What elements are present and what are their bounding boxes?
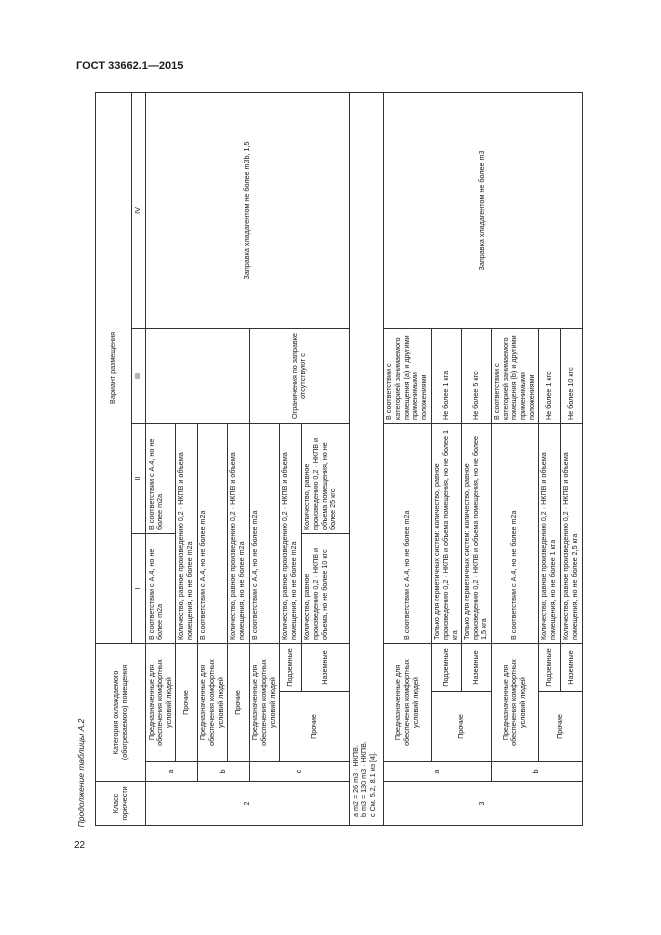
cell: Количество, равное произведению 0,2 · НКПВ и объема помещения, но не более 25 кгc <box>301 424 349 534</box>
category-underground: Подземные <box>279 644 301 692</box>
class-3-cell: 3 <box>383 782 582 826</box>
category-ground: Наземные <box>301 644 349 692</box>
refrigerant-charge-table <box>95 92 583 826</box>
cell-2-IV: Заправка хладагентом не более m3b, 1,5 <box>146 92 350 328</box>
cell: В соответствии с А.4, но не более m2a <box>491 424 538 644</box>
cell: Не более 1 кгa <box>431 329 461 424</box>
header-category: Категория охлаждаемого (обогреваемого) помещения <box>96 644 146 782</box>
cell: В соответствии с А.4, но не более m2a <box>249 424 279 644</box>
category-underground: Подземные <box>538 644 560 692</box>
cell: В соответствии с категорией занимаемого помещения (a) и другими применимыми положениями <box>383 329 431 424</box>
rotated-table-stage <box>95 93 633 826</box>
cell: Только для герметичных систем: количество, равное произведению 0,2 · НКПВ и объема помещения, но не более 1,5 кгa <box>461 424 491 644</box>
cell: Количество, равное произведению 0,2 · НКПВ и объема помещения, но не более m2a <box>175 424 197 644</box>
header-var-IV: IV <box>132 92 146 328</box>
category-ground: Наземные <box>461 644 491 692</box>
notes-row <box>349 92 383 825</box>
cell: В соответствии с А.4, но не более m2a <box>146 424 176 534</box>
cell-3-IV: Заправка хладагентом не более m3 <box>383 92 582 328</box>
category-other: Прочие <box>431 692 491 762</box>
category-comfort: Предназначенные для обеспечения комфортных условий людей <box>249 644 279 762</box>
cell: Не более 5 кгc <box>461 329 491 424</box>
category-comfort: Предназначенные для обеспечения комфортных условий людей <box>146 644 176 762</box>
sub-b-cell: b <box>491 762 582 782</box>
table-notes <box>349 92 383 825</box>
sub-c-cell: c <box>249 762 349 782</box>
note-a: a m2 = 26 m3 · НКПВ. <box>350 745 360 817</box>
continuation-label: Продолжение таблицы А.2 <box>76 718 86 828</box>
class-2-cell: 2 <box>146 782 350 826</box>
category-other: Прочие <box>227 644 249 762</box>
table-row <box>146 92 176 825</box>
note-b: b m3 = 130 m3 · НКПВ. <box>359 741 369 817</box>
cell: Количество, равное произведению 0,2 · НКПВ и объема помещения, но не более 2,5 кгa <box>560 424 582 644</box>
cell <box>146 329 250 424</box>
header-var-I: I <box>132 534 146 644</box>
cell: Количество, равное произведению 0,2 · НКПВ и объема помещения, но не более m2a <box>227 424 249 644</box>
header-class: Класс горючести <box>96 782 146 826</box>
continuation-label-wrap <box>74 706 88 840</box>
cell: В соответствии с А.4, но не более m2a <box>146 534 176 644</box>
page-number: 22 <box>74 840 86 851</box>
table-row <box>383 92 431 825</box>
cell: В соответствии с А.4, но не более m2a <box>383 424 431 644</box>
header-var-II: II <box>132 424 146 534</box>
category-underground: Подземные <box>431 644 461 692</box>
cell-2-III: Ограничения по заправке отсутствуют c <box>249 329 349 424</box>
cell: Только для герметичных систем: количество, равное произведению 0,2 · НКПВ и объема помещения, но не более 1 кгa <box>431 424 461 644</box>
cell: В соответствии с А.4, но не более m2a <box>197 424 227 644</box>
sub-a-cell: a <box>383 762 491 782</box>
category-ground: Наземные <box>560 644 582 692</box>
cell: В соответствии с категорией занимаемого помещения (b) и другими применимыми положениями <box>491 329 538 424</box>
table-header-row <box>96 92 132 825</box>
cell: Не более 1 кгc <box>538 329 560 424</box>
sub-b-cell: b <box>197 762 249 782</box>
cell: Количество, равное произведению 0,2 · НКПВ и объема, но не более 10 кгc <box>301 534 349 644</box>
category-comfort: Предназначенные для обеспечения комфортных условий людей <box>491 644 538 762</box>
category-other: Прочие <box>279 692 349 762</box>
cell: Не более 10 кгc <box>560 329 582 424</box>
category-comfort: Предназначенные для обеспечения комфортных условий людей <box>197 644 227 762</box>
header-var-III: III <box>132 329 146 424</box>
category-comfort: Предназначенные для обеспечения комфортных условий людей <box>383 644 431 762</box>
header-variant: Вариант размещения <box>96 92 132 643</box>
note-c: c См. 5.2, 8.1 из [4]. <box>368 752 378 817</box>
category-other: Прочие <box>538 692 582 762</box>
category-other: Прочие <box>175 644 197 762</box>
cell: Количество, равное произведению 0,2 · НКПВ и объема помещения, но не более 1 кгa <box>538 424 560 644</box>
sub-a-cell: a <box>146 762 198 782</box>
cell: Количество, равное произведению 0,2 · НКПВ и объема помещения, но не более m2a <box>279 424 301 644</box>
document-title: ГОСТ 33662.1—2015 <box>76 60 184 72</box>
